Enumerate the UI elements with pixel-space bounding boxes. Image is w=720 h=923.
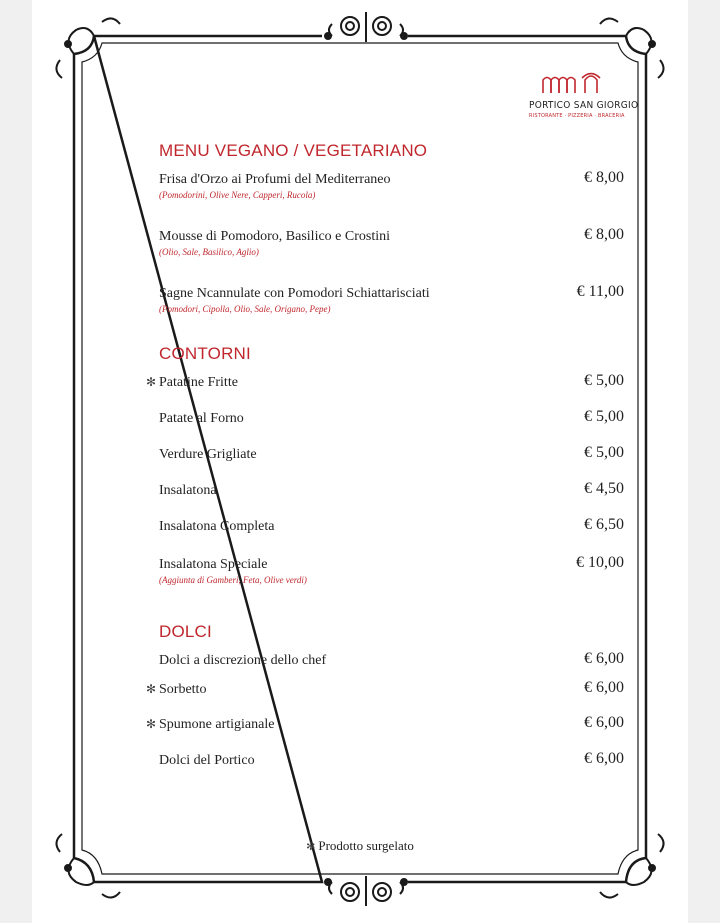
item-name: Spumone artigianale [159, 717, 275, 732]
item-price: € 5,00 [584, 408, 624, 425]
item-name: Verdure Grigliate [159, 447, 257, 462]
item-description: (Pomodorini, Olive Nere, Capperi, Rucola) [159, 190, 316, 200]
footnote-star-icon: ✻ [306, 840, 316, 853]
item-price: € 8,00 [584, 226, 624, 243]
item-name: Insalatona Completa [159, 519, 275, 534]
frozen-star-icon: ✻ [146, 375, 157, 389]
frozen-star-icon: ✻ [146, 717, 157, 731]
menu-item [159, 283, 624, 314]
item-name: Insalatona [159, 483, 217, 498]
footnote [32, 838, 688, 854]
item-price: € 6,00 [584, 714, 624, 731]
menu-item [146, 372, 624, 391]
item-name: Sagne Ncannulate con Pomodori Schiattarisciati [159, 286, 430, 301]
item-price: € 5,00 [584, 444, 624, 461]
logo-subtitle: RISTORANTE · PIZZERIA · BRACERIA [529, 113, 625, 119]
frozen-star-icon: ✻ [146, 682, 157, 696]
item-name: Dolci del Portico [159, 753, 255, 768]
menu-item [159, 226, 624, 257]
item-price: € 6,00 [584, 650, 624, 667]
menu-item [159, 516, 624, 535]
menu-item [159, 650, 624, 669]
item-price: € 4,50 [584, 480, 624, 497]
item-name: Insalatona Speciale [159, 557, 268, 572]
top-center-ornament [325, 12, 407, 42]
section-title: MENU VEGANO / VEGETARIANO [159, 141, 428, 160]
item-name: Patate al Forno [159, 411, 244, 426]
menu-item [159, 444, 624, 463]
menu-item [159, 408, 624, 427]
restaurant-logo [529, 72, 639, 119]
item-price: € 11,00 [576, 283, 624, 300]
item-description: (Pomodori, Cipolla, Olio, Sale, Origano, Pepe) [159, 304, 331, 314]
arches-logo-icon [541, 72, 603, 94]
item-price: € 10,00 [576, 554, 624, 571]
footnote-text: Prodotto surgelato [318, 838, 414, 853]
item-name: Sorbetto [159, 682, 207, 697]
menu-item [159, 750, 624, 769]
item-description: (Aggiunta di Gamberi, Feta, Olive verdi) [159, 575, 307, 585]
menu-item [146, 714, 624, 733]
menu-item [159, 169, 624, 200]
item-price: € 6,50 [584, 516, 624, 533]
menu-item [159, 554, 624, 585]
item-price: € 8,00 [584, 169, 624, 186]
item-description: (Olio, Sale, Basilico, Aglio) [159, 247, 259, 257]
menu-item [159, 480, 624, 499]
item-price: € 6,00 [584, 679, 624, 696]
item-name: Mousse di Pomodoro, Basilico e Crostini [159, 229, 390, 244]
item-name: Dolci a discrezione dello chef [159, 653, 327, 668]
bottom-center-ornament [325, 876, 407, 906]
section-title: DOLCI [159, 622, 212, 641]
menu-item [146, 679, 624, 698]
logo-name: PORTICO SAN GIORGIO [529, 100, 639, 111]
section-title: CONTORNI [159, 344, 251, 363]
item-name: Patatine Fritte [159, 375, 238, 390]
menu-page [32, 0, 688, 923]
item-price: € 6,00 [584, 750, 624, 767]
item-name: Frisa d'Orzo ai Profumi del Mediterraneo [159, 172, 391, 187]
item-price: € 5,00 [584, 372, 624, 389]
